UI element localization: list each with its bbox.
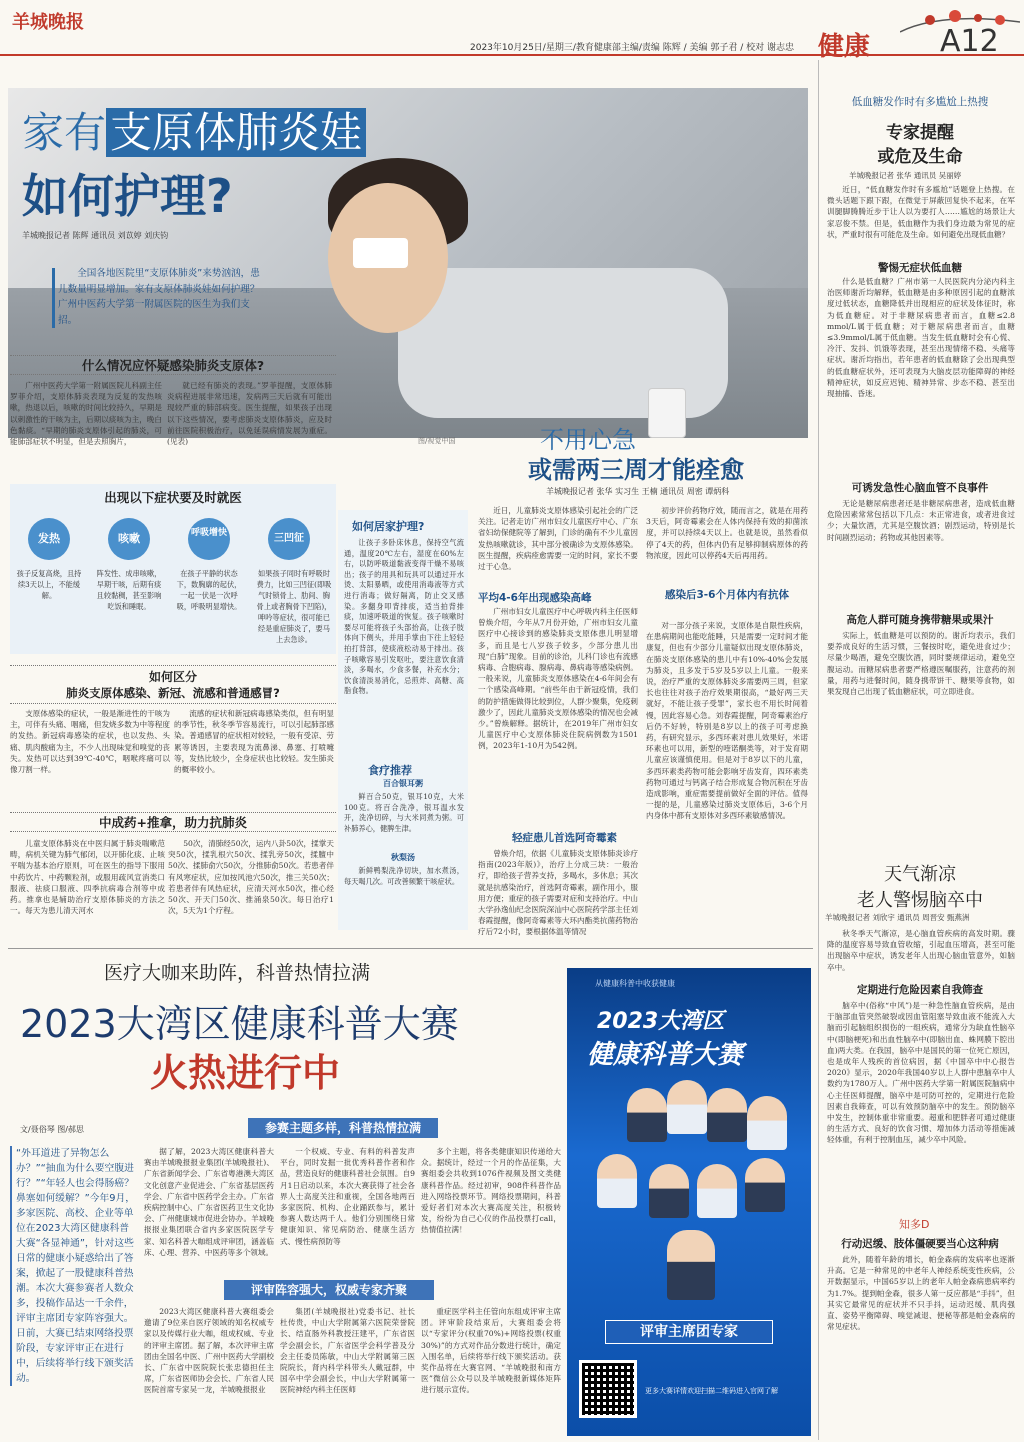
right-text7: 此外，随着年龄的增长，帕金森病的发病率也逐渐升高。它是一种常见的中老年人神经系统变性疾病，公开数据显示，中国65岁以上的老年人帕金森病患病率约为1.7%。提到帕金森，很多人第一反应都是“手抖”，但其实它最常见的症状并不只手抖，运动迟缓、肌肉强直、姿势平衡障碍、嗅觉减退、便秘等都是帕金森病的常见症状。 [827, 1255, 1015, 1332]
page-header [0, 0, 1024, 62]
right-kicker: 低血糖发作时有多尴尬上热搜 [851, 96, 989, 108]
title-highlight: 支原体肺炎娃 [106, 108, 366, 157]
symptom-text-fever: 孩子反复高烧，且持续3天以上，不能缓解。 [16, 569, 82, 600]
symptom-tag-retraction: 三凹征 [268, 518, 310, 560]
middle-sub2: 轻症患儿首选阿奇霉素 [512, 832, 617, 844]
expert-portrait [667, 1230, 715, 1300]
right-text2: 什么是低血糖？广州市第一人民医院内分泌内科主治医师谢沂均解释，低血糖是由多种原因引起的血糖浓度过低状态，血糖降低并出现相应的症状及体征时，称为低血糖症。对于非糖尿病患者而言，血糖≤2.8 mmol/L属于低血糖；对于糖尿病患者而言，血糖≤3.9mmol/L属于低血糖。当发生低血糖时会有心慌、冷汗、发抖、饥饿等表现，甚至出现情绪不稳、头痛等症状。谢沂均指出，若年患者的低血糖除了会出现典型的低血糖症状外，还可表现为大脑皮层功能障碍的神经精神症状，如反应迟钝、精神异常、步态不稳、甚至出现抽搐、昏迷。 [827, 277, 1015, 399]
cup-shape [648, 388, 686, 438]
lower-byline: 文/聂俗琴 图/郝思 [20, 1125, 84, 1134]
q2-text-b: 流感的症状和新冠病毒感染类似，但有明显的季节性，秋冬季节容易流行，可以引起肺部感染。普通感冒的症状相对较轻，一般有受凉、劳累等诱因，主要表现为流鼻涕、鼻塞、打喷嚏等，发热比较少，全身症状也比较轻。发生肺炎的概率较小。 [174, 709, 334, 775]
contest-poster [567, 968, 811, 1436]
expert-portrait [697, 1164, 737, 1218]
right-sub3: 高危人群可随身携带糖果或果汁 [846, 614, 994, 626]
diet-title: 食疗推荐 [368, 764, 412, 777]
poster-top-text: 从健康科普中收获健康 [595, 979, 675, 988]
section-name: 健康 [818, 32, 871, 62]
feature-byline: 羊城晚报记者 陈辉 通讯员 刘苡婷 刘庆钧 [22, 231, 169, 240]
q3-heading: 中成药+推拿，助力抗肺炎 [10, 812, 336, 832]
symptom-tag-fever: 发热 [28, 518, 70, 560]
middle-col3-text: 初步评价药物疗效，随而言之，就是在用药3天后，阿奇霉素会在人体内保持有效的抑菌浓度，并可以持续4天以上。也就是说，虽然看似停了4天的药，但体内仍有足够抑制病原体的药物浓度，因此可以停药4天后再用药。 [646, 506, 808, 560]
right-byline: 羊城晚报记者 张华 通讯员 吴丽婷 [849, 171, 962, 180]
care-text: 让孩子多卧床休息，保持空气流通，温度20℃左右，湿度在60%左右，以防呼吸道黏液变得干燥不易咳出；孩子的用具和玩具可以通过开水烫、太阳暴晒，或使用消毒液等方式进行消毒；做好隔离，防止交叉感染。多翻身叩背排痰，适当拍背排痰，加速呼吸道的恢复。孩子咳嗽时要尽可能将孩子头部抬高，让孩子肢体向下侧头，并用手掌由下往上轻轻拍打背部，使痰液松动易于排出。孩子咳嗽容易引发呕吐，要注意饮食清淡，多喝水，少食多餐，补充水分；饮食清淡易消化，忌煎炸、高糖、高脂食物。 [344, 538, 464, 696]
middle-sub1: 平均4-6年出现感染高峰 [478, 592, 592, 604]
expert-portrait [627, 1088, 667, 1142]
q1-text-a: 广州中医药大学第一附属医院儿科副主任罗菲介绍，支原体肺炎表现为反复的发热咳嗽，热退以后，咳嗽的时间比较持久，早期是以刺激性的干咳为主，后期以痰咳为主，晚白色黏痰。“早期的肺炎支原体引起的肺炎，可能肺部症状不明显，但是去照胸片， [10, 381, 162, 447]
feature-title-line2: 如何护理? [22, 169, 233, 223]
right-title4: 老人警惕脑卒中 [857, 890, 983, 911]
right-sub5: 行动迟缓、肢体僵硬要当心这种病 [841, 1238, 999, 1250]
title-prefix: 家有 [22, 108, 107, 157]
right-title3: 天气渐凉 [884, 864, 956, 885]
lower-text5: 集团(羊城晚报社)党委书记、社长杜传贵，中山大学附属第六医院荣誉院长、结直肠外科教授汪建平，广东省医学会副会长，广东省医学会科学普及分会主任委员陈敏，中山大学附属第三医院院长，肾内科学科带头人戴冠群，中国卒中学会副会长，中山大学附属第一医院神经内科主任医师 [280, 1307, 415, 1395]
middle-byline: 羊城晚报记者 张华 实习生 王楠 通讯员 周密 谭炳科 [546, 487, 730, 496]
right-kicker2: 知多D [899, 1218, 930, 1231]
right-sub4: 定期进行危险因素自我筛查 [857, 984, 983, 996]
symptom-tag-breath: 呼吸增快 [188, 518, 230, 560]
q1-text-b: 就已经有肺炎的表现。”罗菲提醒，支原体肺炎病程进展非常迅速，发病两三天后就有可能出现较严重的肺部病变。医生提醒，如果孩子出现以下这些情况，要考虑肺炎支原体肺炎，应及时前往医院积极治疗，以免延误病情发展为重症。(见表) [167, 381, 332, 447]
q2-heading [10, 665, 336, 704]
q2-heading-line2: 肺炎支原体感染、新冠、流感和普通感冒? [66, 686, 280, 700]
right-text6: 脑卒中(俗称“中风”)是一种急性脑血管疾病，是由于脑部血管突然破裂或因血管阻塞导致血液不能流入大脑而引起脑组织损伤的一组疾病，通常分为缺血性脑卒中(即脑梗死)和出血性脑卒中(即脑出血、蛛网膜下腔出血)两大类。在我国，脑卒中是国民的第一位死亡原因，也是成年人残疾的首位病因，据《中国卒中中心报告2020》显示，2020年我国40岁以上人群中患脑卒中人数约为1780万人。广州中医药大学第一附属医院脑病中心主任医师提醒，脑卒中是可防可控的，定期进行危险因素自我筛查，可以有效预防脑卒中的发生。预防脑卒中发生，控制体重非常重要。超重和肥胖者可通过健康的生活方式、良好的饮食习惯、增加体力活动等措施减轻体重，有利于控制血压，减少卒中风险。 [827, 1001, 1015, 1145]
expert-portrait [667, 1080, 707, 1134]
feature-intro: 全国各地医院里“支原体肺炎”来势汹汹，患儿数量明显增加。家有支原体肺炎娃如何护理？广州中医药大学第一附属医院的医生为我们支招。 [58, 268, 260, 326]
right-sub2: 可诱发急性心脑血管不良事件 [851, 482, 989, 494]
expert-portrait [597, 1154, 637, 1208]
right-sub1: 警惕无症状低血糖 [878, 262, 962, 274]
photo-credit: 图/视觉中国 [418, 437, 456, 445]
lower-headline3: 火热进行中 [150, 1051, 341, 1095]
lower-text1: 据了解，2023大湾区健康科普大赛由羊城晚报报业集团(羊城晚报社)、广东省新闻学会、广东省粤港澳大湾区文化创意产业促进会、广东省基层医药学会、广东省中医药学会主办。广东省疾病控制中心、广东省医药卫生文化协会、广州健康城市促进会协办。羊城晚报报业集团联合省内多家医院医学专家、知名科普大咖组成评审团，涵盖临床、心理、营养、中医药等多个领域。 [144, 1147, 274, 1257]
diet2-text: 新鲜鸭梨洗净切块，加水煮汤，每天喝几次。可改善频繁干咳症状。 [344, 866, 464, 886]
symptom-tag-cough: 咳嗽 [108, 518, 150, 560]
expert-portrait [707, 1088, 747, 1142]
middle-sub2-text: 曾焕介绍，依据《儿童肺炎支原体肺炎诊疗指南(2023年版)》，治疗上分成三块：一般治疗，即给孩子营养支持，多喝水，多休息；其次就是抗感染治疗，首选阿奇霉素，副作用小，服用方便；重症的孩子需要对症和支持治疗。中山大学孙逸仙纪念医院深汕中心医院药学部主任刘春霞提醒，像阿奇霉素等大环内酯类抗菌药物治疗后72小时，要根据体温等情况 [478, 849, 638, 936]
page-number: A12 [940, 24, 999, 59]
symptoms-box [10, 484, 336, 654]
middle-title-line2: 或需两三周才能痊愈 [528, 456, 744, 484]
symptom-text-cough: 阵发性、成串咳嗽，早期干咳，后期有痰且较黏稠，甚至影响吃饭和睡眠。 [96, 569, 162, 611]
expert-portrait [649, 1164, 689, 1218]
lower-headline2: 2023大湾区健康科普大赛 [20, 1002, 459, 1046]
middle-sub1-text: 广州市妇女儿童医疗中心呼吸内科主任医师曾焕介绍，今年从7月份开始，广州市妇女儿童医疗中心接诊到的感染肺炎支原体患儿明显增多，而且是七八岁孩子较多，少部分患儿出现“白肺”现象。目前的诊治，儿科门诊也有流感病毒、合胞病毒、腺病毒、鼻病毒等感染病例。一般来说，儿童肺炎支原体感染在4-6年间会有一个感染高峰期。“前些年由于新冠疫情，我们的防护措施做得比较到位，人群少聚集，免疫刺激少了，因此儿童肺炎支原体感染的情况也会减少。”曾焕解释。据统计，在2019年广州市妇女儿童医疗中心支原体肺炎住院病例数为1501例，2023年1-10月为542例。 [478, 607, 638, 751]
header-info: 2023年10月25日/星期三/教育健康部主编/责编 陈辉 / 美编 郭子君 / 校对 谢志忠 [470, 43, 794, 53]
right-text4: 实际上，低血糖是可以预防的。谢沂均表示，我们要养成良好的生活习惯，三餐按时吃，避免进食过少；尽量少喝酒，避免空腹饮酒，同时要规律运动，避免空腹运动。而糖尿病患者要严格遵医嘱服药，注意药的剂量，用药与进餐时间，随身携带饼干、糖果等食物，如果发现自己出现了低血糖症状，可立即进食。 [827, 631, 1015, 697]
fever-patch-shape [353, 238, 408, 268]
middle-col1-text: 近日，儿童肺炎支原体感染引起社会的广泛关注。记者走访广州市妇女儿童医疗中心、广东省妇幼保健院等了解到，门诊的确有不少儿童因发热咳嗽就诊，其中部分被确诊为支原体感染。医生提醒，疾病痊愈需要一定的时间，家长不要过于心急。 [478, 506, 638, 572]
home-care-box [338, 510, 468, 930]
symptom-text-retraction: 如果孩子同时有呼吸时费力，比如三凹征(即吸气时锁骨上、肋间、胸骨上或者胸骨下凹陷)，呻吟等症状，很可能已经是重症肺炎了，要马上去急诊。 [256, 569, 332, 644]
lower-text2: 一个权威、专业、有料的科普发声平台，同时发掘一批优秀科普作者和作品，营造良好的健康科普社会氛围。自9月1日启动以来，本次大赛获得了社会各界人士高度关注和重视，全国各地两百多家医院、机构、企业踊跃参与，累计参赛人数达两千人。他们分别围绕日常健康知识、常见病防治、健康生活方式、慢性病预防等 [280, 1147, 415, 1246]
lower-band1: 参赛主题多样，科普热情拉满 [248, 1118, 438, 1138]
poster-title2: 健康科普大赛 [587, 1040, 744, 1070]
expert-portrait [747, 1096, 787, 1150]
diet1-text: 鲜百合50克，银耳10克，大米100克。将百合洗净，银耳温水发开，洗净切碎，与大米同煮为粥。可补肺养心，健脾生津。 [344, 792, 464, 833]
right-column [818, 60, 1018, 1440]
lower-band2: 评审阵容强大，权威专家齐聚 [224, 1280, 434, 1300]
newspaper-logo: 羊城晚报 [12, 12, 84, 33]
right-byline2: 羊城晚报记者 刘欣宇 通讯员 周晋安 甄燕洲 [825, 913, 970, 922]
lower-text6: 重症医学科主任管向东组成评审主席团。评审阶段结束后，大赛组委会将以“专家评分(权重70%)+网络投票(权重30%)”的方式对作品分数进行统计，确定入围名单，后续将举行线下颁奖活动。获奖作品将在大赛官网、“羊城晚报和南方医”微信公众号以及羊城晚报新媒体矩阵进行展示宣传。 [421, 1307, 561, 1395]
expert-portrait [745, 1158, 785, 1212]
middle-title-line1: 不用心急 [540, 426, 636, 454]
diet2-name: 秋梨汤 [391, 853, 415, 862]
right-text1: 近日，“低血糖发作时有多尴尬”话题登上热搜。在微头话题下跟下跟，在微觉于屏蔽回复快不起来，在军训腿脚腾腾近步于让人以为要打人……尴尬的场景让大家忍俊不禁。但是，低血糖作为我们身边最为常见的症状，严重时很有可能危及生命。如何避免出现低血糖？ [827, 185, 1015, 239]
qr-code[interactable] [579, 1360, 637, 1418]
lower-text3: 多个主题，将各类健康知识传递给大众。据统计，经过一个月的作品征集，大赛组委会共收到1076件视频及图文类健康科普作品。经过初审，908件科普作品进入网络投票环节。网络投票期间，科普爱好者们对本次大赛高度关注，积极转发，纷纷为自己心仪的作品投票打call，热情值拉满！ [421, 1147, 561, 1235]
middle-sub3-text: 对一部分孩子来说，支原体是自限性疾病，在患病期间也能吃能睡，只是需要一定时间才能康复，但也有少部分儿童疑似出现支原体肺炎，在肺炎支原体感染的患儿中有10%-40%会发展为肺炎，且多发于5岁及5岁以上儿童。一般来说，治疗严重的支原体肺炎多需要两三周，但家长也往往对孩子治疗效果期很高，“最好两三天就好，不能让孩子受罪”，家长也不用长时间着慢，因此容易心急。刘春霞提醒，阿奇霉素治疗后仍不好转，特别是8岁以上的孩子可考虑换药，有研究显示，多西环素对患儿效果好，米诺环素也可以用，新型的喹诺酮类等，对于发育期儿童应该谨慎使用。但是对于8岁以下的儿童，多西环素类药物可能会影响牙齿发育，四环素类药物可通过与钙离子结合形成复合物沉积在牙齿造成影响，重症需要提前做好全面的评估。值得一提的是，儿童感染过肺炎支原体后，3-6个月内身体中都有支原体对多西环素敏感情况。 [646, 621, 808, 821]
right-text5: 秋冬季天气渐凉，是心脑血管疾病的高发时期。骤降的温度容易导致血管收缩，引起血压增高，甚至可能出现脑卒中症状，诱发老年人出现心脑血管意外，如脑卒中。 [827, 929, 1015, 972]
diet1-name: 百合银耳粥 [383, 779, 423, 788]
q2-heading-line1: 如何区分 [148, 670, 197, 684]
lower-headline1: 医疗大咖来助阵，科普热情拉满 [104, 962, 371, 984]
symptoms-title: 出现以下症状要及时就医 [104, 490, 242, 505]
poster-band: 评审主席团专家 [605, 1320, 773, 1344]
lower-text4: 2023大湾区健康科普大赛组委会邀请了9位来自医疗领域的知名权威专家以及传媒行业大咖，组成权威、专业的评审主席团。据了解，本次评审主席团由全国名中医、广州中医药大学副校长、广东省中医院院长张忠德担任主席，广东省医师协会会长、广东省人民医院首席专家吴一龙，羊城晚报报业 [144, 1307, 274, 1395]
q3-text-a: 儿童支原体肺炎在中医归属于肺炎喘嗽范畴，病机关键为肺气郁闭，以开肺化痰、止咳平喘为基本治疗原则，可在医生的指导下服用中药饮片、中药颗粒剂，或服用疏风宣消类口服液、祛痰口服液、四季抗病毒合剂等中成药。推拿也是辅助治疗支原体肺炎的方法之一。每天为患儿清天河水 [10, 839, 165, 916]
intro-rule [52, 268, 55, 328]
q2-text-a: 支原体感染的症状，一般是渐进性的干咳为主，可伴有头痛、咽痛，但发烧多数为中等程度的发热。新冠病毒感染的症状，也以发热、头痛、肌肉酸痛为主，不少人出现味觉和嗅觉的丧失。发热可以达到39℃-40℃，咽喉疼痛可以像刀割一样。 [10, 709, 170, 775]
middle-sub3: 感染后3-6个月体内有抗体 [665, 589, 789, 601]
poster-title1: 2023大湾区 [597, 1009, 725, 1034]
lower-quote: “外耳道进了异物怎么办？”“抽血为什么要空腹进行？”“年轻人也会得肠癌？鼻塞如何缓解？”今年9月，多家医院、高校、企业等单位在2023大湾区健康科普大赛“各显神通”，针对这些日常的健康小疑惑给出了答案，掀起了一股健康科普热潮。本次大赛参赛者人数众多，投稿作品达一千余件，评审主席团专家阵容强大。日前，大赛已结束网络投票阶段，专家评审正在进行中，后续将举行线下颁奖活动。 [10, 1146, 138, 1386]
right-title1: 专家提醒 [886, 123, 954, 143]
section-divider [8, 948, 813, 949]
q1-heading: 什么情况应怀疑感染肺炎支原体? [10, 355, 336, 375]
q3-text-b: 50次，清肺经50次，运内八卦50次，揉掌天突50次，揉乳根穴50次、揉乳旁50次，揉膻中50次、揉肺俞穴50次，分推肺俞50次。若患者伴有风寒症状，应加按风池穴50次，推三关50次；若患者伴有风热症状，应清天河水50次，推心经50次、开天门50次、推涌泉50次。每日治疗1次，5天为1个疗程。 [168, 839, 334, 916]
symptom-text-breath: 在孩子平静的状态下，数胸廓的起伏，一起一伏是一次呼吸，呼吸明显增快。 [176, 569, 242, 611]
feature-title-line1 [22, 100, 366, 160]
right-text3: 无论是糖尿病患者还是非糖尿病患者，造成低血糖危险因素常常包括以下几点：未正常进食，或者进食过少；大量饮酒，尤其是空腹饮酒；剧烈运动，特别是长时间剧烈运动；药物或其他因素等。 [827, 499, 1015, 542]
right-title2: 或危及生命 [877, 147, 963, 167]
poster-note: 更多大赛详情欢迎扫描二维码进入官网了解 [645, 1387, 778, 1395]
care-title: 如何居家护理? [352, 520, 425, 533]
